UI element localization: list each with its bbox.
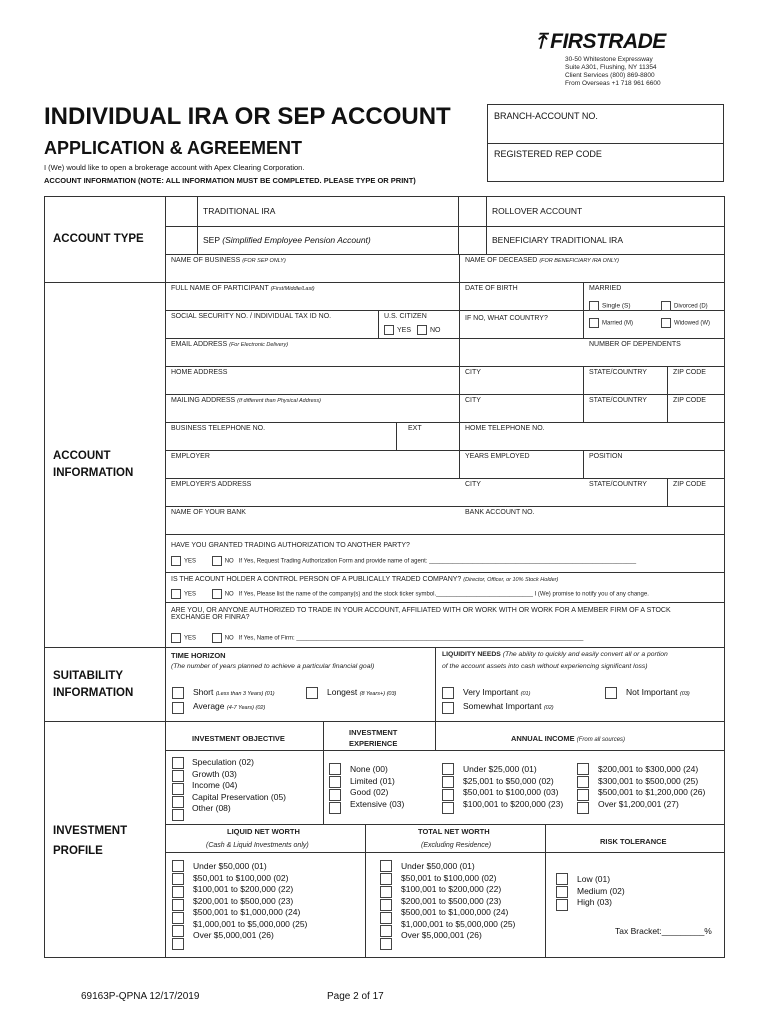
- q2-note: If Yes, Please list the name of the company(s) and the stock ticker symbol.: [238, 591, 437, 598]
- checkbox[interactable]: [329, 789, 341, 801]
- short-option: [193, 687, 275, 697]
- option-code: (01): [520, 691, 531, 697]
- question-text: IS THE ACOUNT HOLDER A CONTROL PERSON OF A PUBLICALLY TRADED COMPANY?: [171, 576, 462, 583]
- label-line: INFORMATION: [53, 467, 134, 479]
- account-info-label: [53, 448, 133, 482]
- employer-field[interactable]: EMPLOYER: [171, 453, 210, 460]
- firstrade-logo: [536, 30, 666, 54]
- field-label: EMAIL ADDRESS: [171, 341, 228, 348]
- objective-options: Speculation (02) Growth (03) Income (04) Capital Preservation (05) Other (08): [192, 757, 287, 813]
- option-note: (4-7 Years) (02): [226, 705, 266, 711]
- heading-note: (From all sources): [576, 737, 626, 743]
- question-control-person: [171, 576, 558, 583]
- checkbox-icon[interactable]: [212, 589, 222, 599]
- heading-note: (The ability to quickly and easily convert all or a portion: [502, 651, 668, 658]
- single-checkbox[interactable]: [589, 301, 631, 311]
- checkbox[interactable]: [329, 776, 341, 788]
- objective-checkboxes: [172, 757, 184, 821]
- total-net-worth-options: Under $50,000 (01) $50,001 to $100,000 (02) $100,001 to $200,000 (22) $200,001 to $500,000 (23) $500,001 to $1,000,000 (24) $1,000,001 to $5,000,000 (25) Over $5,000,001 (26): [401, 861, 516, 940]
- average-option: [193, 701, 265, 711]
- very-important-option: [463, 687, 530, 697]
- option-label: NO: [224, 558, 234, 565]
- label-line: PROFILE: [53, 845, 103, 857]
- question-text: ARE YOU, OR ANYONE AUTHORIZED TO TRADE IN YOUR ACCOUNT, AFFILIATED WITH OR WORK WITH OR WORK FOR A MEMBER FIRM OF A STOCK: [171, 607, 671, 614]
- field-label: FULL NAME OF PARTICIPANT: [171, 285, 269, 292]
- checkbox[interactable]: [172, 860, 184, 872]
- traditional-ira-option[interactable]: TRADITIONAL IRA: [203, 206, 276, 216]
- checkbox-icon[interactable]: [589, 301, 599, 311]
- home-address-field[interactable]: HOME ADDRESS: [171, 369, 228, 376]
- not-important-option: [626, 687, 690, 697]
- employer-zip-field[interactable]: ZIP CODE: [673, 481, 706, 488]
- checkbox[interactable]: [577, 789, 589, 801]
- option-note: (Less than 3 Years) (01): [215, 691, 275, 697]
- state-field[interactable]: STATE/COUNTRY: [589, 369, 647, 376]
- home-phone-field[interactable]: HOME TELEPHONE NO.: [465, 425, 545, 432]
- option-label: YES: [184, 635, 197, 642]
- mailing-state-field[interactable]: STATE/COUNTRY: [589, 397, 647, 404]
- address-line: Suite A301, Flushing, NY 11354: [565, 64, 657, 71]
- checkbox[interactable]: [329, 763, 341, 775]
- longest-option: [327, 687, 396, 697]
- bank-name-field[interactable]: NAME OF YOUR BANK: [171, 509, 246, 516]
- checkbox-icon[interactable]: [212, 556, 222, 566]
- address-line: 30-50 Whitestone Expressway: [565, 56, 653, 63]
- option-code: (02): [543, 705, 554, 711]
- question-member-firm: [171, 607, 671, 621]
- option-label: Short: [193, 687, 214, 697]
- zip-field[interactable]: ZIP CODE: [673, 369, 706, 376]
- checkbox-icon[interactable]: [589, 318, 599, 328]
- income-checkboxes-a: [442, 763, 454, 814]
- question-text: EXCHANGE OR FINRA?: [171, 614, 250, 621]
- business-name-field[interactable]: [171, 257, 286, 264]
- married-checkbox[interactable]: [589, 318, 633, 328]
- suitability-label: [53, 668, 133, 702]
- employer-address-field[interactable]: EMPLOYER'S ADDRESS: [171, 481, 252, 488]
- option-label: Not Important: [626, 687, 678, 697]
- q3-note: If Yes, Name of Firm:: [238, 635, 295, 642]
- checkbox-icon[interactable]: [171, 633, 181, 643]
- field-note: (First/Middle/Last): [270, 286, 315, 292]
- q2-options[interactable]: YES NO If Yes, Please list the name of the company(s) and the stock ticker symbol._____________________________ I (We) promise to notify you of any change.: [171, 589, 649, 599]
- income-checkboxes-b: [577, 763, 589, 814]
- objective-heading: INVESTMENT OBJECTIVE: [192, 734, 285, 743]
- checkbox[interactable]: [556, 886, 568, 898]
- city-field[interactable]: CITY: [465, 369, 481, 376]
- option-label: Average: [193, 701, 225, 711]
- average-checkbox[interactable]: [172, 702, 184, 714]
- checkbox[interactable]: [442, 776, 454, 788]
- checkbox[interactable]: [442, 802, 454, 814]
- liquidity-heading: [442, 651, 668, 658]
- married-label: MARRIED: [589, 285, 622, 292]
- intro-note: ACCOUNT INFORMATION (NOTE: ALL INFORMATION MUST BE COMPLETED. PLEASE TYPE OR PRINT): [44, 176, 416, 185]
- field-label: NAME OF DECEASED: [465, 257, 538, 264]
- heading-text: LIQUIDITY NEEDS: [442, 651, 501, 658]
- field-note: (FOR SEP ONLY): [242, 258, 286, 264]
- divorced-checkbox[interactable]: [661, 301, 708, 311]
- checkbox-icon[interactable]: [212, 633, 222, 643]
- label-line: INFORMATION: [53, 687, 134, 699]
- experience-heading: [349, 727, 397, 749]
- short-checkbox[interactable]: [172, 687, 184, 699]
- sep-note: (Simplified Employee Pension Account): [222, 235, 371, 245]
- heading-line: EXPERIENCE: [349, 739, 398, 748]
- widowed-checkbox[interactable]: [661, 318, 710, 328]
- checkbox[interactable]: [172, 925, 184, 937]
- checkbox[interactable]: [380, 860, 392, 872]
- ext-field[interactable]: EXT: [408, 425, 422, 432]
- option-code: (03): [679, 691, 690, 697]
- field-note: (If different than Physical Address): [237, 398, 322, 404]
- mailing-city-field[interactable]: CITY: [465, 397, 481, 404]
- checkbox-icon[interactable]: [661, 301, 671, 311]
- checkbox[interactable]: [172, 886, 184, 898]
- somewhat-important-checkbox[interactable]: [442, 702, 454, 714]
- checkbox[interactable]: [172, 809, 184, 821]
- checkbox[interactable]: [577, 763, 589, 775]
- checkbox[interactable]: [172, 783, 184, 795]
- checkbox[interactable]: [442, 763, 454, 775]
- email-field[interactable]: [171, 341, 288, 348]
- option-label: Divorced (D): [674, 303, 708, 310]
- page-number: Page 2 of 17: [327, 991, 384, 1002]
- liquid-net-worth-note: (Cash & Liquid Investments only): [206, 842, 309, 849]
- checkbox[interactable]: [172, 770, 184, 782]
- risk-tolerance-heading: RISK TOLERANCE: [600, 837, 667, 846]
- option-label: NO: [224, 591, 234, 598]
- logo-text: FIRSTRADE: [550, 30, 666, 53]
- risk-options: Low (01) Medium (02) High (03): [577, 874, 625, 907]
- checkbox-icon[interactable]: [171, 589, 181, 599]
- employer-city-field[interactable]: CITY: [465, 481, 481, 488]
- sep-option[interactable]: [203, 235, 371, 245]
- years-employed-field[interactable]: YEARS EMPLOYED: [465, 453, 530, 460]
- liquid-net-worth-options: Under $50,000 (01) $50,001 to $100,000 (02) $100,001 to $200,000 (22) $200,001 to $500,000 (23) $500,001 to $1,000,000 (24) $1,000,001 to $5,000,000 (25) Over $5,000,001 (26): [193, 861, 308, 940]
- q3-options[interactable]: YES NO If Yes, Name of Firm: ______________________________________________________________________________________: [171, 633, 583, 643]
- page-title: INDIVIDUAL IRA OR SEP ACCOUNT: [44, 103, 451, 130]
- option-label: YES: [184, 558, 197, 565]
- branch-account-field[interactable]: BRANCH-ACCOUNT NO.: [494, 111, 598, 121]
- rollover-option[interactable]: ROLLOVER ACCOUNT: [492, 206, 583, 216]
- employer-state-field[interactable]: STATE/COUNTRY: [589, 481, 647, 488]
- deceased-name-field[interactable]: [465, 257, 619, 264]
- registered-rep-field[interactable]: REGISTERED REP CODE: [494, 149, 602, 159]
- checkbox[interactable]: [577, 776, 589, 788]
- income-options-a: Under $25,000 (01) $25,001 to $50,000 (02) $50,001 to $100,000 (03) $100,001 to $200,000 (23): [463, 764, 564, 809]
- dob-field[interactable]: DATE OF BIRTH: [465, 285, 518, 292]
- full-name-field[interactable]: [171, 285, 315, 292]
- liquid-net-worth-heading: LIQUID NET WORTH: [227, 827, 300, 836]
- beneficiary-option[interactable]: BENEFICIARY TRADITIONAL IRA: [492, 235, 623, 245]
- question-trading-authorization: HAVE YOU GRANTED TRADING AUTHORIZATION TO ANOTHER PARTY?: [171, 542, 410, 549]
- country-field[interactable]: IF NO, WHAT COUNTRY?: [465, 315, 548, 322]
- branch-box: [487, 104, 724, 182]
- form-code: 69163P-QPNA 12/17/2019: [81, 991, 200, 1002]
- checkbox[interactable]: [380, 938, 392, 950]
- field-note: (For Electronic Delivery): [229, 342, 289, 348]
- page-subtitle: APPLICATION & AGREEMENT: [44, 138, 303, 158]
- bank-account-field[interactable]: BANK ACCOUNT NO.: [465, 509, 535, 516]
- annual-income-heading: [511, 734, 625, 743]
- checkbox[interactable]: [380, 912, 392, 924]
- field-note: (FOR BENEFICIARY IRA ONLY): [539, 258, 619, 264]
- heading-text: ANNUAL INCOME: [511, 734, 575, 743]
- experience-options: None (00) Limited (01) Good (02) Extensive (03): [350, 764, 405, 809]
- total-net-worth-heading: TOTAL NET WORTH: [418, 827, 490, 836]
- time-horizon-note: (The number of years planned to achieve a particular financial goal): [171, 663, 375, 670]
- address-line: From Overseas +1 718 961 6600: [565, 80, 661, 87]
- total-net-worth-note: (Excluding Residence): [421, 842, 492, 849]
- checkbox-icon[interactable]: [417, 325, 427, 335]
- sep-text: SEP: [203, 235, 220, 245]
- checkbox[interactable]: [556, 899, 568, 911]
- risk-checkboxes: [556, 873, 568, 911]
- not-important-checkbox[interactable]: [605, 687, 617, 699]
- liquid-checkboxes: [172, 860, 184, 950]
- firm-address: [565, 56, 661, 88]
- q1-options[interactable]: YES NO If Yes, Request Trading Authorization Form and provide name of agent: ______________________________________________________________: [171, 556, 636, 566]
- tax-bracket-field[interactable]: Tax Bracket:_________%: [615, 926, 712, 936]
- checkbox[interactable]: [380, 886, 392, 898]
- income-options-b: $200,001 to $300,000 (24) $300,001 to $500,000 (25) $500,001 to $1,200,000 (26) Over $1,200,001 (27): [598, 764, 706, 809]
- q2-promise: I (We) promise to notify you of any change.: [534, 591, 649, 598]
- option-label: NO: [429, 326, 441, 334]
- position-field[interactable]: POSITION: [589, 453, 623, 460]
- address-line: Client Services (800) 869-8800: [565, 72, 655, 79]
- checkbox-icon[interactable]: [171, 556, 181, 566]
- liquidity-note: of the account assets into cash without experiencing significant loss): [442, 663, 648, 670]
- us-citizen-label: U.S. CITIZEN: [384, 313, 427, 320]
- checkbox-icon[interactable]: [384, 325, 394, 335]
- option-label: YES: [397, 326, 412, 334]
- option-label: Longest: [327, 687, 358, 697]
- option-label: Very Important: [463, 687, 519, 697]
- q1-note: If Yes, Request Trading Authorization Form and provide name of agent:: [238, 558, 428, 565]
- checkbox[interactable]: [172, 796, 184, 808]
- checkbox-icon[interactable]: [661, 318, 671, 328]
- checkbox[interactable]: [172, 912, 184, 924]
- question-note: (Director, Officer, or 10% Stock Holder): [463, 577, 559, 583]
- time-horizon-heading: TIME HORIZON: [171, 651, 226, 660]
- option-label: Widowed (W): [674, 320, 711, 327]
- very-important-checkbox[interactable]: [442, 687, 454, 699]
- checkbox[interactable]: [329, 802, 341, 814]
- label-line: ACCOUNT: [53, 450, 111, 462]
- checkbox[interactable]: [172, 873, 184, 885]
- intro-text: I (We) would like to open a brokerage account with Apex Clearing Corporation.: [44, 163, 305, 172]
- arrow-logo-icon: ⤒: [536, 30, 545, 53]
- option-label: YES: [184, 591, 197, 598]
- option-note: (8 Years+) (03): [359, 691, 397, 697]
- checkbox[interactable]: [380, 873, 392, 885]
- somewhat-important-option: [463, 701, 554, 711]
- option-label: Married (M): [602, 320, 633, 327]
- mailing-zip-field[interactable]: ZIP CODE: [673, 397, 706, 404]
- checkbox[interactable]: [556, 873, 568, 885]
- option-label: Single (S): [602, 302, 631, 310]
- checkbox[interactable]: [172, 899, 184, 911]
- longest-checkbox[interactable]: [306, 687, 318, 699]
- checkbox[interactable]: [380, 899, 392, 911]
- investment-profile-label: [53, 821, 127, 861]
- mailing-address-field[interactable]: [171, 397, 321, 404]
- experience-checkboxes: [329, 763, 341, 814]
- option-label: NO: [224, 635, 234, 642]
- checkbox[interactable]: [442, 789, 454, 801]
- business-phone-field[interactable]: BUSINESS TELEPHONE NO.: [171, 425, 266, 432]
- total-checkboxes: [380, 860, 392, 950]
- option-label: Somewhat Important: [463, 701, 542, 711]
- checkbox[interactable]: [577, 802, 589, 814]
- label-line: SUITABILITY: [53, 670, 124, 682]
- label-line: INVESTMENT: [53, 825, 128, 837]
- field-label: MAILING ADDRESS: [171, 397, 236, 404]
- ssn-field[interactable]: SOCIAL SECURITY NO. / INDIVIDUAL TAX ID NO.: [171, 313, 332, 320]
- heading-line: INVESTMENT: [349, 728, 398, 737]
- account-type-label: ACCOUNT TYPE: [53, 233, 144, 245]
- citizen-options[interactable]: [384, 325, 440, 335]
- checkbox[interactable]: [172, 757, 184, 769]
- field-label: NAME OF BUSINESS: [171, 257, 241, 264]
- checkbox[interactable]: [172, 938, 184, 950]
- dependents-field[interactable]: NUMBER OF DEPENDENTS: [589, 341, 681, 348]
- checkbox[interactable]: [380, 925, 392, 937]
